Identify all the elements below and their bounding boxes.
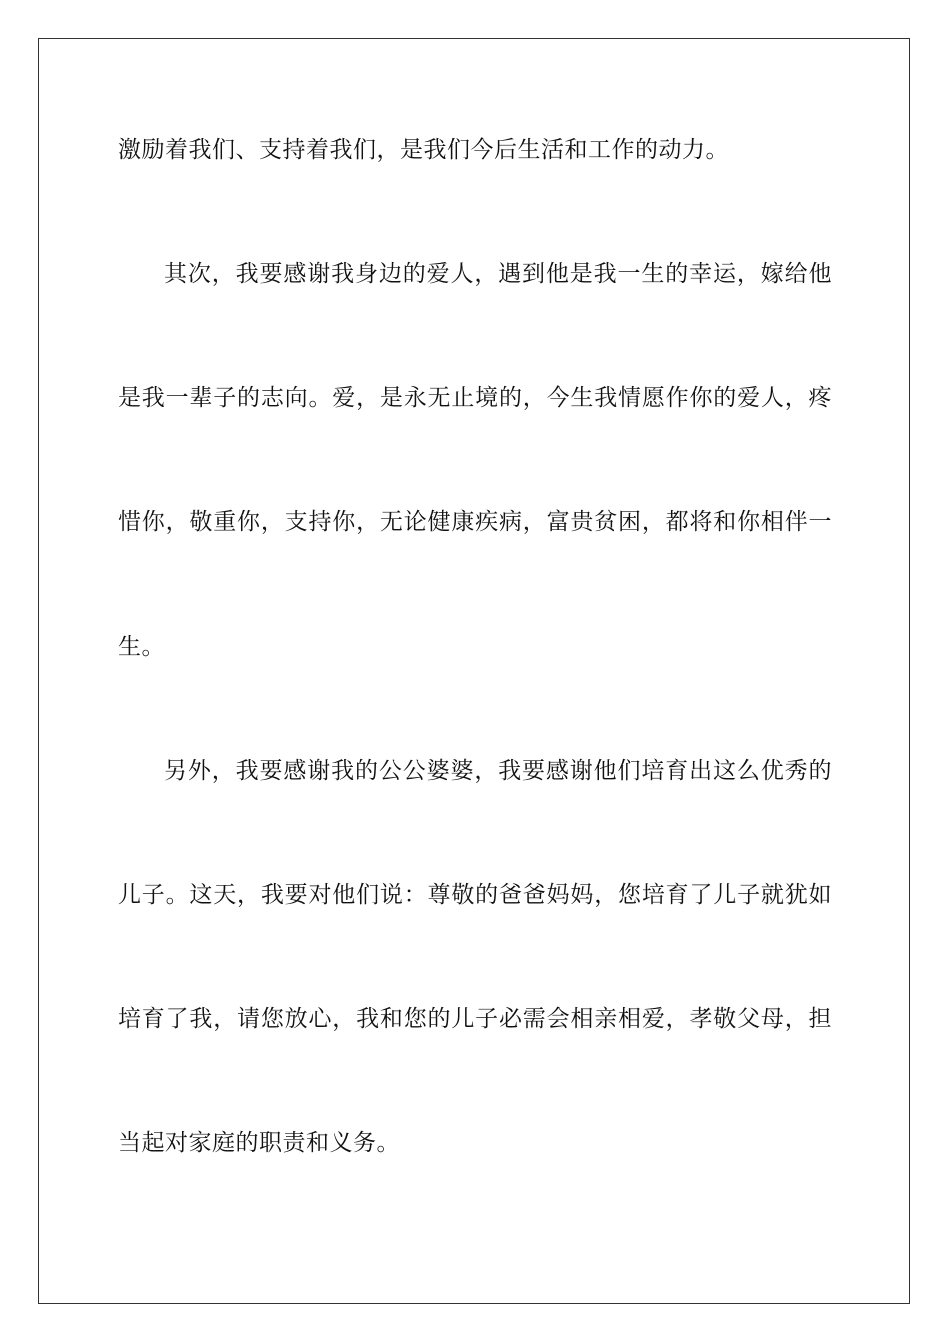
text-line-8: 培育了我，请您放心，我和您的儿子必需会相亲相爱，孝敬父母，担 [118,1006,832,1032]
text-line-4: 惜你，敬重你，支持你，无论健康疾病，富贵贫困，都将和你相伴一 [118,509,832,535]
text-line-9: 当起对家庭的职责和义务。 [118,1130,400,1156]
text-line-2: 其次，我要感谢我身边的爱人，遇到他是我一生的幸运，嫁给他 [164,261,832,287]
text-line-7: 儿子。这天，我要对他们说：尊敬的爸爸妈妈，您培育了儿子就犹如 [118,882,832,908]
text-line-3: 是我一辈子的志向。爱，是永无止境的，今生我情愿作你的爱人，疼 [118,385,832,411]
page-border [38,38,910,1304]
text-line-5: 生。 [118,634,165,660]
text-line-1: 激励着我们、支持着我们，是我们今后生活和工作的动力。 [118,137,729,163]
text-line-6: 另外，我要感谢我的公公婆婆，我要感谢他们培育出这么优秀的 [164,758,832,784]
